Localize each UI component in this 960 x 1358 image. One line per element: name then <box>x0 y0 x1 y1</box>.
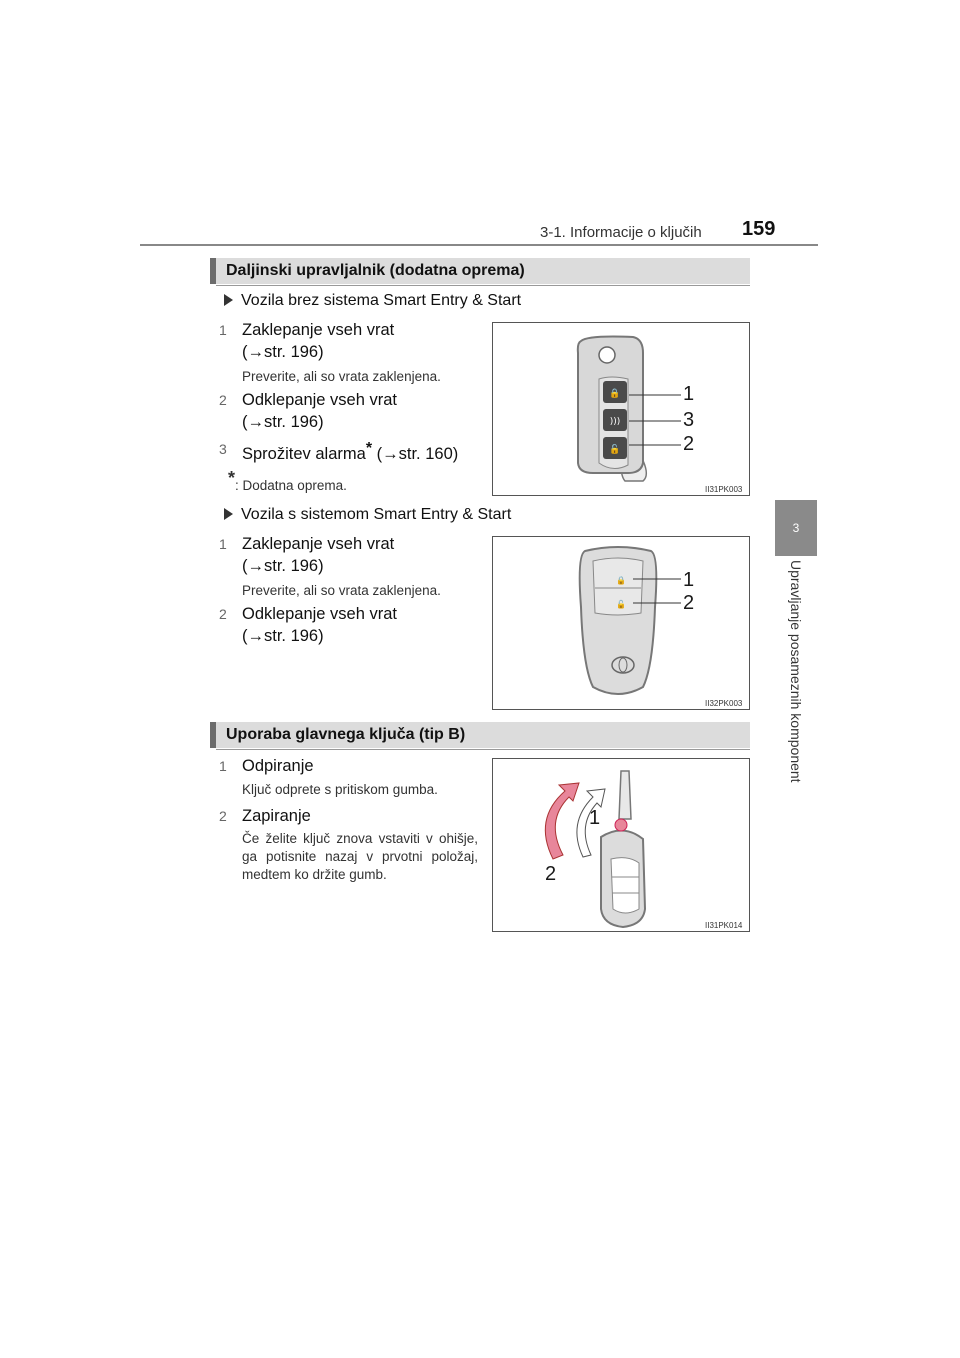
header-rule <box>140 244 818 246</box>
item-note: Ključ odprete s pritiskom gumba. <box>242 782 438 797</box>
list-item-title: Zapiranje <box>242 807 311 825</box>
section-header-remote <box>210 258 750 284</box>
master-key-illustration <box>492 758 750 932</box>
item-number: 2 <box>219 808 227 824</box>
callout-number: 3 <box>683 409 695 431</box>
footnote-star: * <box>228 468 236 488</box>
item-number: 2 <box>219 392 227 408</box>
item-title: Zaklepanje vseh vrat <box>242 321 395 339</box>
callout-number: 2 <box>545 863 557 885</box>
item-ref: (→str. 196) <box>242 557 324 575</box>
chapter-number: 3 <box>792 521 800 535</box>
running-header-section: 3-1. Informacije o ključih <box>540 224 702 241</box>
item-ref: (→str. 196) <box>242 413 324 431</box>
image-code: II31PK003 <box>705 485 743 494</box>
item-title: Odklepanje vseh vrat <box>242 605 398 623</box>
item-note: Če želite ključ znova vstaviti v ohišje, ga potisnite nazaj v prvotni položaj, medtem ko držite gumb. <box>242 831 478 882</box>
item-title: Sprožitev alarma <box>242 445 366 463</box>
item-number: 2 <box>219 606 227 622</box>
callout-number: 1 <box>589 807 601 829</box>
list-item <box>242 319 394 363</box>
footnote-marker: * <box>365 440 373 457</box>
item-ref: (→str. 160) <box>372 445 459 463</box>
callout-number: 2 <box>683 433 695 455</box>
list-item <box>242 438 458 465</box>
master-key-drawing <box>493 759 751 933</box>
item-number: 3 <box>219 441 227 457</box>
bullet-text: Vozila brez sistema Smart Entry & Start <box>241 292 522 309</box>
svg-text:))): ))) <box>609 417 621 427</box>
svg-text:🔒: 🔒 <box>616 576 626 585</box>
item-note: Preverite, ali so vrata zaklenjena. <box>242 369 441 384</box>
remote-key-drawing <box>493 323 751 497</box>
item-ref: (→str. 196) <box>242 343 324 361</box>
bullet-heading <box>224 292 521 310</box>
smart-key-drawing <box>493 537 751 711</box>
list-item <box>242 533 394 577</box>
item-note: Preverite, ali so vrata zaklenjena. <box>242 583 441 598</box>
section-underline <box>216 285 750 286</box>
item-number: 1 <box>219 322 227 338</box>
remote-key-illustration <box>492 322 750 496</box>
smart-key-illustration <box>492 536 750 710</box>
section-header-master-key <box>210 722 750 748</box>
chapter-title: Upravljanje posameznih komponent <box>788 560 804 783</box>
svg-text:🔓: 🔓 <box>609 445 621 455</box>
triangle-bullet-icon <box>224 508 233 520</box>
item-ref: (→str. 196) <box>242 627 324 645</box>
bullet-text: Vozila s sistemom Smart Entry & Start <box>241 506 512 523</box>
bullet-heading <box>224 506 511 524</box>
item-title: Zaklepanje vseh vrat <box>242 535 395 553</box>
svg-text:🔒: 🔒 <box>609 389 621 399</box>
triangle-bullet-icon <box>224 294 233 306</box>
svg-text:🔓: 🔓 <box>616 600 626 609</box>
chapter-tab <box>775 500 817 556</box>
list-item <box>242 389 397 433</box>
image-code: II32PK003 <box>705 699 743 708</box>
item-number: 1 <box>219 758 227 774</box>
section-underline <box>216 749 750 750</box>
callout-number: 1 <box>683 569 695 591</box>
item-title: Odklepanje vseh vrat <box>242 391 398 409</box>
chapter-title-vertical <box>770 560 822 800</box>
page-number: 159 <box>742 218 776 240</box>
list-item-title: Odpiranje <box>242 757 314 775</box>
image-code: II31PK014 <box>705 921 743 930</box>
item-number: 1 <box>219 536 227 552</box>
list-item <box>242 603 397 647</box>
callout-number: 1 <box>683 383 695 405</box>
section-title: Uporaba glavnega ključa (tip B) <box>226 726 466 743</box>
section-title: Daljinski upravljalnik (dodatna oprema) <box>226 262 525 279</box>
footnote <box>228 468 347 493</box>
footnote-text: : Dodatna oprema. <box>235 478 347 493</box>
callout-number: 2 <box>683 592 695 614</box>
